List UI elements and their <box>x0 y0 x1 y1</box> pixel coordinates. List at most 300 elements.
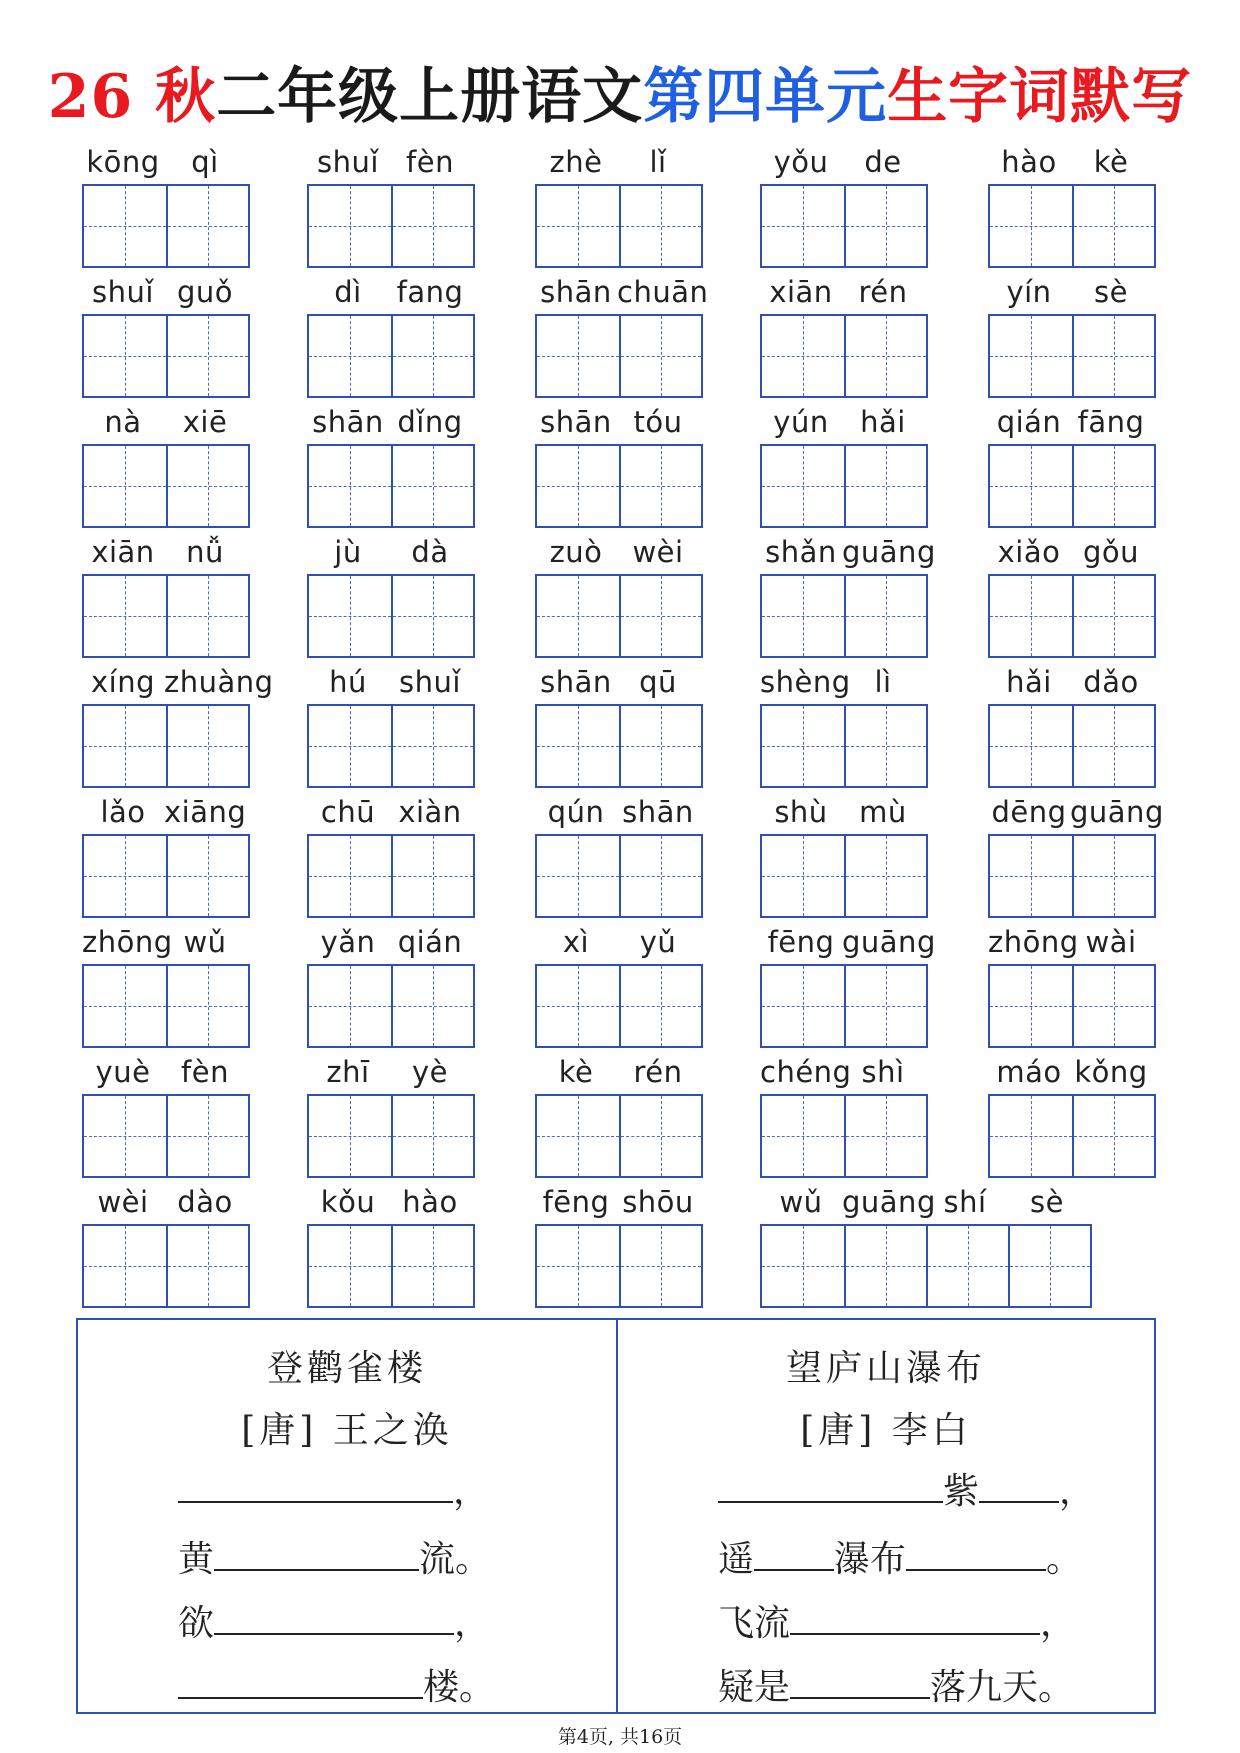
vocab-item <box>535 790 703 918</box>
writing-cell[interactable] <box>619 446 701 526</box>
poem-text: ， <box>1040 1603 1077 1644</box>
poem-section <box>76 1318 1156 1714</box>
pinyin-syllable: shān <box>622 795 694 829</box>
writing-cell[interactable] <box>537 836 619 916</box>
pinyin-row <box>307 920 475 964</box>
title-part-subject: 二年级上册语文 <box>216 62 644 132</box>
pinyin-syllable: xiāng <box>164 795 247 829</box>
vocabulary-grid <box>0 140 1240 1295</box>
pinyin-syllable: xiē <box>182 405 228 439</box>
writing-cell[interactable] <box>762 186 844 266</box>
writing-cell[interactable] <box>619 576 701 656</box>
writing-cell[interactable] <box>1072 576 1154 656</box>
writing-cell[interactable] <box>537 446 619 526</box>
pinyin-row <box>307 660 475 704</box>
tianzige-boxes <box>760 1094 928 1178</box>
tianzige-boxes <box>988 1094 1156 1178</box>
pinyin-syllable: shōu <box>622 1185 694 1219</box>
writing-cell[interactable] <box>84 446 166 526</box>
pinyin-syllable: fēng <box>542 1185 610 1219</box>
pinyin-syllable: xiǎo <box>997 535 1061 569</box>
writing-cell[interactable] <box>84 1226 166 1306</box>
vocab-item <box>535 400 703 528</box>
vocab-item <box>988 1050 1156 1178</box>
writing-cell[interactable] <box>619 706 701 786</box>
vocab-item <box>82 660 274 788</box>
poem-line-4 <box>618 1666 1158 1710</box>
tianzige-boxes <box>535 444 703 528</box>
writing-cell[interactable] <box>762 446 844 526</box>
poem-panel-wanglushanpubu <box>616 1320 1154 1712</box>
pinyin-row <box>82 920 250 964</box>
poem-author: [唐] 李白 <box>800 1410 972 1451</box>
vocab-item <box>535 660 703 788</box>
vocab-item <box>760 790 928 918</box>
poem-text: 瀑布 <box>834 1539 907 1580</box>
writing-cell[interactable] <box>990 966 1072 1046</box>
writing-cell[interactable] <box>844 966 926 1046</box>
tianzige-boxes <box>535 574 703 658</box>
pinyin-syllable: qián <box>397 925 463 959</box>
writing-cell[interactable] <box>391 706 473 786</box>
writing-cell[interactable] <box>309 706 391 786</box>
writing-cell[interactable] <box>990 706 1072 786</box>
pinyin-row <box>988 660 1156 704</box>
pinyin-row <box>82 530 250 574</box>
vocab-item <box>82 140 250 268</box>
pinyin-syllable: zhōng <box>988 925 1079 959</box>
vocab-item <box>535 1180 703 1308</box>
vocab-item <box>988 270 1156 398</box>
writing-cell[interactable] <box>844 316 926 396</box>
writing-cell[interactable] <box>537 706 619 786</box>
vocab-item <box>760 400 928 528</box>
pinyin-row <box>307 1180 475 1224</box>
fill-blank[interactable] <box>790 1667 930 1699</box>
pinyin-syllable: hào <box>1001 145 1057 179</box>
pinyin-syllable: yǎn <box>320 925 376 959</box>
vocab-item <box>82 790 250 918</box>
fill-blank[interactable] <box>718 1471 943 1503</box>
tianzige-boxes <box>760 444 928 528</box>
pinyin-syllable: yuè <box>95 1055 151 1089</box>
tianzige-boxes <box>307 444 475 528</box>
pinyin-syllable: hú <box>329 665 367 699</box>
pinyin-syllable: shān <box>540 665 612 699</box>
tianzige-boxes <box>535 1224 703 1308</box>
pinyin-row <box>760 920 936 964</box>
pinyin-row <box>988 790 1164 834</box>
tianzige-boxes <box>535 314 703 398</box>
vocab-item <box>307 400 475 528</box>
pinyin-syllable: tóu <box>633 405 683 439</box>
poem-text: 落九天。 <box>930 1667 1075 1708</box>
pinyin-row <box>307 400 475 444</box>
pinyin-syllable: nǚ <box>186 535 224 569</box>
fill-blank[interactable] <box>178 1471 453 1503</box>
writing-cell[interactable] <box>391 446 473 526</box>
pinyin-row <box>82 790 250 834</box>
writing-cell[interactable] <box>309 186 391 266</box>
pinyin-syllable: kǒu <box>320 1185 376 1219</box>
pinyin-syllable: wèi <box>632 535 684 569</box>
pinyin-syllable: lǎo <box>100 795 146 829</box>
fill-blank[interactable] <box>178 1667 423 1699</box>
tianzige-boxes <box>82 964 250 1048</box>
tianzige-boxes <box>307 184 475 268</box>
pinyin-syllable: shí <box>943 1185 987 1219</box>
tianzige-boxes <box>988 184 1156 268</box>
poem-panel-dengguanquelou <box>78 1320 616 1712</box>
pinyin-syllable: de <box>864 145 902 179</box>
writing-cell[interactable] <box>844 836 926 916</box>
tianzige-boxes <box>535 704 703 788</box>
writing-cell[interactable] <box>844 706 926 786</box>
writing-cell[interactable] <box>391 576 473 656</box>
pinyin-syllable: sè <box>1094 275 1128 309</box>
writing-cell[interactable] <box>391 836 473 916</box>
pinyin-syllable: rén <box>858 275 908 309</box>
vocab-item <box>307 660 475 788</box>
pinyin-syllable: mù <box>859 795 907 829</box>
fill-blank[interactable] <box>790 1603 1040 1635</box>
writing-cell[interactable] <box>309 1226 391 1306</box>
pinyin-row <box>535 270 709 314</box>
pinyin-syllable: guǒ <box>176 275 234 309</box>
vocab-item <box>760 660 928 788</box>
pinyin-row <box>760 1050 928 1094</box>
tianzige-boxes <box>307 574 475 658</box>
pinyin-row <box>760 140 928 184</box>
writing-cell[interactable] <box>166 706 248 786</box>
writing-cell[interactable] <box>844 1226 926 1306</box>
pinyin-syllable: zhuàng <box>164 665 274 699</box>
fill-blank[interactable] <box>214 1603 454 1635</box>
writing-cell[interactable] <box>1072 966 1154 1046</box>
pinyin-syllable: dào <box>177 1185 233 1219</box>
vocab-item <box>535 140 703 268</box>
writing-cell[interactable] <box>844 186 926 266</box>
pinyin-row <box>82 140 250 184</box>
pinyin-syllable: zhōng <box>82 925 173 959</box>
fill-blank[interactable] <box>754 1539 834 1571</box>
pinyin-syllable: kè <box>1093 145 1129 179</box>
writing-cell[interactable] <box>391 1096 473 1176</box>
pinyin-syllable: shuǐ <box>399 665 461 699</box>
vocab-item <box>988 140 1156 268</box>
pinyin-row <box>307 140 475 184</box>
writing-cell[interactable] <box>1072 186 1154 266</box>
writing-cell[interactable] <box>166 1226 248 1306</box>
writing-cell[interactable] <box>166 576 248 656</box>
pinyin-row <box>760 530 936 574</box>
pinyin-row <box>988 270 1156 314</box>
pinyin-row <box>307 530 475 574</box>
vocab-item <box>760 1180 1092 1308</box>
tianzige-boxes <box>760 184 928 268</box>
writing-cell[interactable] <box>309 446 391 526</box>
writing-cell[interactable] <box>990 836 1072 916</box>
writing-cell[interactable] <box>1072 446 1154 526</box>
writing-cell[interactable] <box>166 966 248 1046</box>
tianzige-boxes <box>535 1094 703 1178</box>
writing-cell[interactable] <box>619 836 701 916</box>
tianzige-boxes <box>760 574 928 658</box>
pinyin-syllable: xiàn <box>398 795 462 829</box>
tianzige-boxes <box>760 1224 1092 1308</box>
pinyin-syllable: wèi <box>97 1185 149 1219</box>
writing-cell[interactable] <box>1072 316 1154 396</box>
poem-text: 流。 <box>419 1539 492 1580</box>
pinyin-syllable: yún <box>773 405 829 439</box>
pinyin-syllable: fang <box>396 275 464 309</box>
writing-cell[interactable] <box>537 1096 619 1176</box>
writing-cell[interactable] <box>1072 836 1154 916</box>
writing-cell[interactable] <box>762 1226 844 1306</box>
vocab-item <box>82 1050 250 1178</box>
writing-cell[interactable] <box>844 1096 926 1176</box>
vocab-item <box>535 530 703 658</box>
writing-cell[interactable] <box>84 836 166 916</box>
vocab-item <box>82 530 250 658</box>
pinyin-row <box>82 400 250 444</box>
pinyin-syllable: gǒu <box>1082 535 1140 569</box>
pinyin-syllable: guāng <box>842 535 936 569</box>
pinyin-syllable: dǎo <box>1083 665 1139 699</box>
pinyin-row <box>535 140 703 184</box>
pinyin-row <box>82 1050 250 1094</box>
pinyin-syllable: hǎi <box>860 405 906 439</box>
pinyin-syllable: yè <box>411 1055 448 1089</box>
writing-cell[interactable] <box>762 706 844 786</box>
vocab-item <box>760 270 928 398</box>
writing-cell[interactable] <box>1072 706 1154 786</box>
writing-cell[interactable] <box>619 1226 701 1306</box>
pinyin-syllable: guāng <box>842 1185 936 1219</box>
pinyin-row <box>760 660 928 704</box>
pinyin-syllable: chuān <box>617 275 709 309</box>
pinyin-syllable: shì <box>861 1055 905 1089</box>
pinyin-syllable: fèn <box>406 145 454 179</box>
pinyin-row <box>535 790 703 834</box>
writing-cell[interactable] <box>619 186 701 266</box>
pinyin-row <box>535 530 703 574</box>
vocab-item <box>988 920 1156 1048</box>
tianzige-boxes <box>988 574 1156 658</box>
writing-cell[interactable] <box>309 836 391 916</box>
vocab-item <box>988 530 1156 658</box>
poem-title: 望庐山瀑布 <box>785 1348 986 1389</box>
writing-cell[interactable] <box>309 966 391 1046</box>
poem-text: 疑是 <box>718 1667 791 1708</box>
writing-cell[interactable] <box>844 446 926 526</box>
pinyin-syllable: guāng <box>842 925 936 959</box>
poem-line-1 <box>78 1470 618 1514</box>
pinyin-row <box>535 1180 703 1224</box>
pinyin-row <box>535 660 703 704</box>
poem-title: 登鹳雀楼 <box>266 1348 427 1389</box>
pinyin-syllable: máo <box>996 1055 1062 1089</box>
pinyin-row <box>988 140 1156 184</box>
pinyin-syllable: kǒng <box>1074 1055 1148 1089</box>
vocab-item <box>307 270 475 398</box>
pinyin-syllable: jù <box>334 535 362 569</box>
vocab-item <box>760 1050 928 1178</box>
writing-cell[interactable] <box>84 576 166 656</box>
pinyin-syllable: hào <box>402 1185 458 1219</box>
tianzige-boxes <box>988 444 1156 528</box>
pinyin-row <box>535 920 703 964</box>
pinyin-syllable: fāng <box>1077 405 1145 439</box>
pinyin-syllable: xì <box>562 925 590 959</box>
writing-cell[interactable] <box>619 1096 701 1176</box>
tianzige-boxes <box>307 834 475 918</box>
tianzige-boxes <box>82 1094 250 1178</box>
poem-text: ， <box>1059 1471 1096 1512</box>
writing-cell[interactable] <box>844 576 926 656</box>
vocab-item <box>307 790 475 918</box>
pinyin-syllable: rén <box>633 1055 683 1089</box>
pinyin-syllable: shān <box>540 275 612 309</box>
writing-cell[interactable] <box>762 576 844 656</box>
pinyin-syllable: qì <box>191 145 219 179</box>
writing-cell[interactable] <box>762 966 844 1046</box>
writing-cell[interactable] <box>537 1226 619 1306</box>
tianzige-boxes <box>760 834 928 918</box>
pinyin-syllable: dǐng <box>397 405 463 439</box>
tianzige-boxes <box>307 964 475 1048</box>
writing-cell[interactable] <box>391 966 473 1046</box>
fill-blank[interactable] <box>906 1539 1046 1571</box>
writing-cell[interactable] <box>762 836 844 916</box>
writing-cell[interactable] <box>84 966 166 1046</box>
pinyin-syllable: yǔ <box>639 925 677 959</box>
tianzige-boxes <box>535 964 703 1048</box>
writing-cell[interactable] <box>166 186 248 266</box>
pinyin-syllable: lì <box>874 665 892 699</box>
vocab-item <box>760 530 936 658</box>
pinyin-syllable: zhī <box>326 1055 370 1089</box>
writing-cell[interactable] <box>1008 1226 1090 1306</box>
tianzige-boxes <box>82 314 250 398</box>
writing-cell[interactable] <box>537 576 619 656</box>
writing-cell[interactable] <box>926 1226 1008 1306</box>
poem-text: 紫 <box>943 1471 980 1512</box>
writing-cell[interactable] <box>990 1096 1072 1176</box>
writing-cell[interactable] <box>84 316 166 396</box>
writing-cell[interactable] <box>990 446 1072 526</box>
pinyin-row <box>82 270 250 314</box>
tianzige-boxes <box>988 964 1156 1048</box>
pinyin-row <box>988 1050 1156 1094</box>
writing-cell[interactable] <box>166 836 248 916</box>
vocab-item <box>307 140 475 268</box>
pinyin-syllable: chéng <box>760 1055 852 1089</box>
pinyin-syllable: xíng <box>90 665 155 699</box>
writing-cell[interactable] <box>166 446 248 526</box>
vocab-item <box>82 400 250 528</box>
poem-line-2 <box>618 1538 1158 1582</box>
pinyin-syllable: shǎn <box>765 535 837 569</box>
tianzige-boxes <box>988 704 1156 788</box>
writing-cell[interactable] <box>391 186 473 266</box>
fill-blank[interactable] <box>979 1471 1059 1503</box>
pinyin-syllable: dà <box>411 535 449 569</box>
vocab-item <box>82 1180 250 1308</box>
writing-cell[interactable] <box>166 1096 248 1176</box>
vocab-item <box>307 920 475 1048</box>
writing-cell[interactable] <box>309 1096 391 1176</box>
tianzige-boxes <box>307 1224 475 1308</box>
writing-cell[interactable] <box>990 186 1072 266</box>
writing-cell[interactable] <box>391 316 473 396</box>
tianzige-boxes <box>82 574 250 658</box>
writing-cell[interactable] <box>1072 1096 1154 1176</box>
poem-text: 。 <box>1046 1539 1083 1580</box>
tianzige-boxes <box>82 444 250 528</box>
page-number: 第4页, 共16页 <box>557 1726 683 1748</box>
pinyin-syllable: wǔ <box>779 1185 823 1219</box>
writing-cell[interactable] <box>762 316 844 396</box>
writing-cell[interactable] <box>537 316 619 396</box>
tianzige-boxes <box>307 314 475 398</box>
pinyin-syllable: shuǐ <box>317 145 379 179</box>
writing-cell[interactable] <box>84 1096 166 1176</box>
writing-cell[interactable] <box>391 1226 473 1306</box>
pinyin-syllable: hǎi <box>1006 665 1052 699</box>
vocab-item <box>307 530 475 658</box>
tianzige-boxes <box>988 314 1156 398</box>
title-part-unit: 第四单元 <box>643 62 888 132</box>
pinyin-syllable: qún <box>547 795 605 829</box>
poem-line-3 <box>78 1602 618 1646</box>
pinyin-syllable: zhè <box>549 145 603 179</box>
writing-cell[interactable] <box>990 576 1072 656</box>
poem-text: 飞流 <box>718 1603 791 1644</box>
writing-cell[interactable] <box>84 186 166 266</box>
poem-text: 楼。 <box>423 1667 496 1708</box>
pinyin-row <box>760 270 928 314</box>
poem-author: [唐] 王之涣 <box>241 1410 453 1451</box>
tianzige-boxes <box>988 834 1156 918</box>
poem-text: ， <box>454 1603 491 1644</box>
pinyin-row <box>535 1050 703 1094</box>
pinyin-row <box>988 530 1156 574</box>
poem-text: ， <box>453 1471 490 1512</box>
writing-cell[interactable] <box>309 576 391 656</box>
vocab-item <box>307 1050 475 1178</box>
writing-cell[interactable] <box>84 706 166 786</box>
pinyin-syllable: dēng <box>991 795 1067 829</box>
writing-cell[interactable] <box>537 186 619 266</box>
fill-blank[interactable] <box>214 1539 419 1571</box>
writing-cell[interactable] <box>990 316 1072 396</box>
vocab-item <box>988 660 1156 788</box>
writing-cell[interactable] <box>619 316 701 396</box>
writing-cell[interactable] <box>309 316 391 396</box>
tianzige-boxes <box>82 1224 250 1308</box>
writing-cell[interactable] <box>537 966 619 1046</box>
writing-cell[interactable] <box>166 316 248 396</box>
vocab-item <box>307 1180 475 1308</box>
vocab-item <box>760 920 936 1048</box>
writing-cell[interactable] <box>619 966 701 1046</box>
writing-cell[interactable] <box>762 1096 844 1176</box>
pinyin-syllable: shān <box>312 405 384 439</box>
vocab-item <box>760 140 928 268</box>
pinyin-syllable: wài <box>1085 925 1137 959</box>
pinyin-row <box>760 400 928 444</box>
